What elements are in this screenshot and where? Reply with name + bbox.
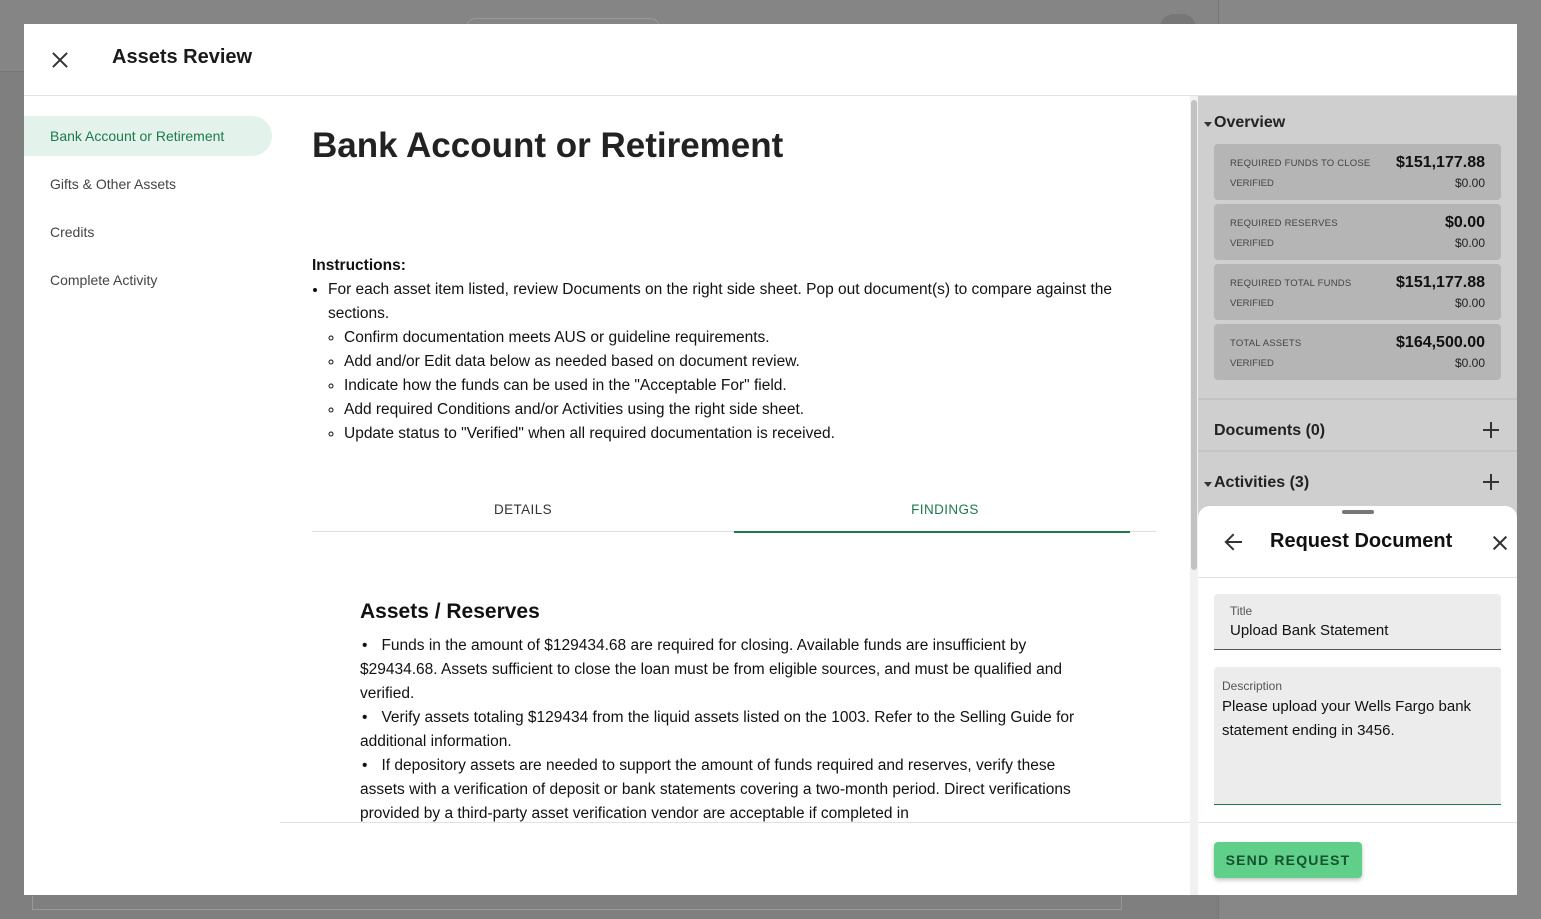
modal-header <box>24 24 1517 96</box>
nav-item-bank-account[interactable]: Bank Account or Retirement <box>24 116 272 156</box>
documents-label: Documents (0) <box>1214 422 1326 439</box>
instructions <box>312 254 1152 446</box>
card-verified-value: $0.00 <box>1454 176 1485 190</box>
card-verified-label: VERIFIED <box>1230 358 1274 369</box>
instruction-sub-list <box>328 326 1152 446</box>
instruction-sub-item: ◦ Update status to "Verified" when all required documentation is received. <box>344 422 1152 446</box>
documents-header[interactable] <box>1198 408 1517 456</box>
card-key: REQUIRED RESERVES <box>1230 218 1338 229</box>
section-divider <box>1198 398 1517 400</box>
finding-item: • Funds in the amount of $129434.68 are required for closing. Available funds are insufficient by $29434.68. Assets sufficient to close the loan must be from eligible sources, and must be qualified and verified. <box>360 634 1090 706</box>
finding-item: • If depository assets are needed to support the amount of funds required and reserves, verify these assets with a verification of deposit or bank statements covering a two-month period. Direct verifications provided by a third-party asset verification vendor are acceptable if completed in <box>360 754 1090 822</box>
left-nav <box>24 116 284 308</box>
caret-down-icon <box>1204 482 1212 487</box>
request-document-header <box>1198 506 1517 578</box>
instruction-sub-item: ◦ Add required Conditions and/or Activities using the right side sheet. <box>344 398 1152 422</box>
description-field-label: Description <box>1222 679 1283 693</box>
card-key: REQUIRED TOTAL FUNDS <box>1230 278 1352 289</box>
instruction-sub-item: ◦ Indicate how the funds can be used in the "Acceptable For" field. <box>344 374 1152 398</box>
instructions-label: Instructions: <box>312 257 406 274</box>
card-verified-value: $0.00 <box>1454 356 1485 370</box>
card-key: TOTAL ASSETS <box>1230 338 1302 349</box>
instructions-list <box>312 278 1152 446</box>
card-key: REQUIRED FUNDS TO CLOSE <box>1230 158 1371 169</box>
nav-item-credits[interactable]: Credits <box>50 224 95 240</box>
assets-review-modal <box>24 24 1517 895</box>
card-value: $0.00 <box>1444 214 1485 231</box>
card-verified-label: VERIFIED <box>1230 178 1274 189</box>
section-divider <box>1198 450 1517 452</box>
overview-card-reserves <box>1214 204 1501 260</box>
add-activity-plus-icon[interactable] <box>1483 474 1499 490</box>
finding-item: • Verify assets totaling $129434 from the liquid assets listed on the 1003. Refer to the Selling Guide for additional information. <box>360 706 1090 754</box>
card-verified-value: $0.00 <box>1454 236 1485 250</box>
overview-label: Overview <box>1214 114 1286 131</box>
findings-title: Assets / Reserves <box>360 600 540 623</box>
description-field[interactable] <box>1214 667 1501 805</box>
instruction-main <box>328 278 1152 446</box>
tab-findings[interactable]: FINDINGS <box>734 496 1156 532</box>
card-verified-value: $0.00 <box>1454 296 1485 310</box>
request-document-sheet <box>1198 506 1517 895</box>
overview-card-total-assets <box>1214 324 1501 380</box>
overview-header[interactable] <box>1198 100 1517 148</box>
add-document-plus-icon[interactable] <box>1483 422 1499 438</box>
background-footer <box>32 896 1122 910</box>
nav-item-gifts-other-assets[interactable]: Gifts & Other Assets <box>50 176 177 192</box>
title-field-value[interactable]: Upload Bank Statement <box>1230 622 1389 639</box>
findings-list <box>360 634 1090 822</box>
request-document-title: Request Document <box>1270 530 1453 552</box>
caret-down-icon <box>1204 122 1212 127</box>
page-title: Bank Account or Retirement <box>312 126 784 165</box>
card-value: $164,500.00 <box>1396 334 1485 351</box>
card-value: $151,177.88 <box>1396 154 1485 171</box>
findings-section <box>360 600 1090 822</box>
tab-details[interactable]: DETAILS <box>493 502 553 517</box>
main-footer <box>280 822 1196 895</box>
instruction-main-text: For each asset item listed, review Documents on the right side sheet. Pop out document(s) to compare against the sections. <box>328 281 1113 322</box>
modal-title: Assets Review <box>112 46 253 68</box>
main-scrollbar[interactable] <box>1190 96 1198 895</box>
card-verified-label: VERIFIED <box>1230 238 1274 249</box>
arrow-left-icon[interactable] <box>1224 534 1244 550</box>
close-icon[interactable] <box>1491 534 1509 552</box>
title-field[interactable] <box>1214 594 1501 650</box>
close-icon[interactable] <box>48 48 72 72</box>
overview-card-total-funds <box>1214 264 1501 320</box>
activities-label: Activities (3) <box>1214 474 1310 491</box>
description-field-value[interactable]: Please upload your Wells Fargo bank statement ending in 3456. <box>1222 698 1472 739</box>
card-verified-label: VERIFIED <box>1230 298 1274 309</box>
instruction-sub-item: ◦ Confirm documentation meets AUS or guideline requirements. <box>344 326 1152 350</box>
tab-bar <box>312 496 1156 532</box>
main-content <box>280 96 1190 822</box>
title-field-label: Title <box>1230 604 1253 618</box>
request-document-footer <box>1198 822 1517 895</box>
card-value: $151,177.88 <box>1396 274 1485 291</box>
send-request-button[interactable]: SEND REQUEST <box>1214 842 1362 878</box>
activities-header[interactable] <box>1198 460 1517 508</box>
scrollbar-thumb[interactable] <box>1191 100 1197 570</box>
overview-card-funds-to-close <box>1214 144 1501 200</box>
instruction-sub-item: ◦ Add and/or Edit data below as needed based on document review. <box>344 350 1152 374</box>
nav-item-complete-activity[interactable]: Complete Activity <box>50 272 158 288</box>
